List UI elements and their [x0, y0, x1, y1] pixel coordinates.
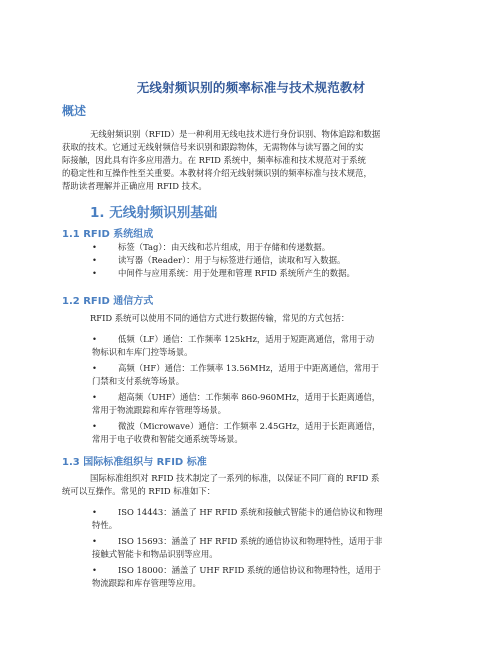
overview-line-1: 无线射频识别（RFID）是一种利用无线电技术进行身份识别、物体追踪和数据 [90, 129, 381, 139]
overview-heading: 概述 [62, 104, 87, 118]
overview-line-5: 帮助读者理解并正确应用 RFID 技术。 [62, 181, 207, 191]
list-item-text: 读写器（Reader）：用于与标签进行通信，读取和写入数据。 [118, 255, 346, 265]
section-1-heading: 1. 无线射频识别基础 [90, 205, 218, 221]
list-item-continuation: 门禁和支付系统等场景。 [92, 376, 185, 386]
section-1-3-heading: 1.3 国际标准组织与 RFID 标准 [62, 457, 207, 468]
overview-line-2: 获取的技术。它通过无线射频信号来识别和跟踪物体，无需物体与读写器之间的实 [62, 142, 364, 152]
list-item-continuation: 常用于物流跟踪和库存管理等场景。 [92, 405, 226, 415]
section-1-1-heading: 1.1 RFID 系统组成 [62, 229, 154, 240]
section-1-2-heading: 1.2 RFID 通信方式 [62, 296, 154, 307]
bullet-icon: • [92, 565, 97, 575]
bullet-icon: • [92, 268, 97, 278]
list-item-continuation: 常用于电子收费和智能交通系统等场景。 [92, 434, 243, 444]
section-1-3-intro-line-2: 统可以互操作。常见的 RFID 标准如下： [62, 486, 216, 496]
list-item-text: 标签（Tag）：由天线和芯片组成，用于存储和传递数据。 [118, 242, 331, 252]
list-item-text: 微波（Microwave）通信：工作频率 2.45GHz，适用于长距离通信， [118, 421, 381, 431]
list-item-continuation: 物流跟踪和库存管理等应用。 [92, 578, 201, 588]
list-item-text: ISO 18000：涵盖了 UHF RFID 系统的通信协议和物理特性，适用于 [118, 565, 382, 575]
bullet-icon: • [92, 421, 97, 431]
document-title: 无线射频识别的频率标准与技术规范教材 [136, 80, 366, 95]
bullet-icon: • [92, 255, 97, 265]
overview-line-4: 的稳定性和互操作性至关重要。本教材将介绍无线射频识别的频率标准与技术规范， [62, 168, 372, 178]
bullet-icon: • [92, 507, 97, 517]
list-item-text: ISO 14443：涵盖了 HF RFID 系统和接触式智能卡的通信协议和物理 [118, 507, 383, 517]
bullet-icon: • [92, 392, 97, 402]
bullet-icon: • [92, 363, 97, 373]
bullet-icon: • [92, 536, 97, 546]
section-1-2-intro: RFID 系统可以使用不同的通信方式进行数据传输，常见的方式包括： [90, 313, 350, 323]
list-item-continuation: 物标识和车库门控等场景。 [92, 347, 193, 357]
list-item-text: 中间件与应用系统：用于处理和管理 RFID 系统所产生的数据。 [118, 268, 355, 278]
list-item-continuation: 接触式智能卡和物品识别等应用。 [92, 549, 218, 559]
list-item-text: ISO 15693：涵盖了 HF RFID 系统的通信协议和物理特性，适用于非 [118, 536, 383, 546]
list-item-text: 超高频（UHF）通信：工作频率 860-960MHz，适用于长距离通信， [118, 392, 381, 402]
section-1-3-intro-line-1: 国际标准组织对 RFID 技术制定了一系列的标准，以保证不同厂商的 RFID 系 [90, 473, 380, 483]
list-item-text: 低频（LF）通信：工作频率 125kHz，适用于短距离通信，常用于动 [118, 334, 375, 344]
bullet-icon: • [92, 334, 97, 344]
list-item-continuation: 特性。 [92, 520, 118, 530]
list-item-text: 高频（HF）通信：工作频率 13.56MHz，适用于中距离通信，常用于 [118, 363, 380, 373]
bullet-icon: • [92, 242, 97, 252]
overview-line-3: 际接触，因此具有许多应用潜力。在 RFID 系统中，频率标准和技术规范对于系统 [62, 155, 366, 165]
